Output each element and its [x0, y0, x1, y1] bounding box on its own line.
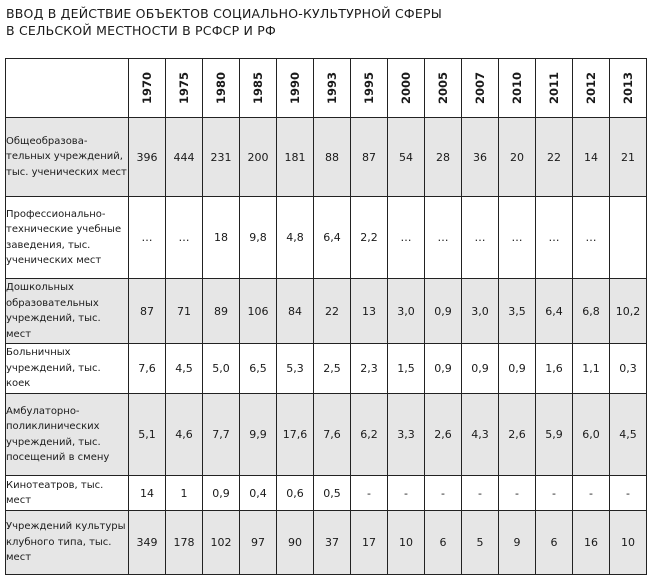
page-title — [6, 5, 646, 39]
table-cell: 1,1 — [573, 344, 610, 394]
table-cell: 0,9 — [462, 344, 499, 394]
year-header: 2013 — [610, 59, 647, 118]
table-cell: 444 — [166, 118, 203, 197]
table-cell: 4,8 — [277, 197, 314, 279]
table-cell: 178 — [166, 511, 203, 575]
table-row — [6, 279, 647, 344]
table-cell: 28 — [425, 118, 462, 197]
table-cell: 6,0 — [573, 394, 610, 476]
row-label: Общеобразова-тельных учреждений, тыс. ученических мест — [6, 118, 129, 197]
table-cell: - — [351, 476, 388, 511]
table-cell: 4,5 — [610, 394, 647, 476]
table-cell: 0,5 — [314, 476, 351, 511]
table-cell: 5,3 — [277, 344, 314, 394]
table-cell: … — [499, 197, 536, 279]
table-cell: 349 — [129, 511, 166, 575]
table-cell: 21 — [610, 118, 647, 197]
table-cell: 88 — [314, 118, 351, 197]
table-cell: 6 — [536, 511, 573, 575]
table-cell: 6,5 — [240, 344, 277, 394]
table-cell: 3,0 — [462, 279, 499, 344]
table-cell: 1 — [166, 476, 203, 511]
row-label: Профессионально-технические учебные заведения, тыс. ученических мест — [6, 197, 129, 279]
table-cell: 14 — [573, 118, 610, 197]
table-cell: 20 — [499, 118, 536, 197]
table-cell: 5,0 — [203, 344, 240, 394]
table-cell: 22 — [314, 279, 351, 344]
table-cell: … — [573, 197, 610, 279]
table-cell: 10 — [610, 511, 647, 575]
table-cell: 16 — [573, 511, 610, 575]
table-cell: 102 — [203, 511, 240, 575]
table-cell: 90 — [277, 511, 314, 575]
table-cell: 181 — [277, 118, 314, 197]
table-cell: 9 — [499, 511, 536, 575]
table-cell: 3,5 — [499, 279, 536, 344]
row-label: Дошкольных образовательных учреждений, тыс. мест — [6, 279, 129, 344]
table-cell: 2,2 — [351, 197, 388, 279]
table-cell: 14 — [129, 476, 166, 511]
title-line-2: В СЕЛЬСКОЙ МЕСТНОСТИ В РСФСР И РФ — [6, 23, 276, 38]
table-cell: 106 — [240, 279, 277, 344]
header-corner-cell — [6, 59, 129, 118]
table-cell: 17,6 — [277, 394, 314, 476]
table-cell: 0,3 — [610, 344, 647, 394]
table-cell: 1,6 — [536, 344, 573, 394]
table-cell: 97 — [240, 511, 277, 575]
year-header: 1970 — [129, 59, 166, 118]
table-cell: 3,3 — [388, 394, 425, 476]
table-cell: 6,2 — [351, 394, 388, 476]
table-cell: 18 — [203, 197, 240, 279]
table-cell: 2,6 — [499, 394, 536, 476]
table-cell: 37 — [314, 511, 351, 575]
table-cell: - — [573, 476, 610, 511]
table-cell: 89 — [203, 279, 240, 344]
table-cell: 231 — [203, 118, 240, 197]
table-cell: … — [166, 197, 203, 279]
table-row — [6, 344, 647, 394]
table-cell: 22 — [536, 118, 573, 197]
table-cell: 6 — [425, 511, 462, 575]
table-cell: 200 — [240, 118, 277, 197]
table-cell: 4,6 — [166, 394, 203, 476]
table-cell: 71 — [166, 279, 203, 344]
table-cell: - — [610, 476, 647, 511]
table-cell: 87 — [351, 118, 388, 197]
table-row — [6, 511, 647, 575]
table-cell: - — [462, 476, 499, 511]
table-cell: 0,4 — [240, 476, 277, 511]
table-cell: 54 — [388, 118, 425, 197]
table-row — [6, 197, 647, 279]
year-header: 2005 — [425, 59, 462, 118]
table-cell: 2,5 — [314, 344, 351, 394]
table-cell: 396 — [129, 118, 166, 197]
table-cell: 5 — [462, 511, 499, 575]
year-header: 1990 — [277, 59, 314, 118]
table-cell: 10 — [388, 511, 425, 575]
table-cell — [610, 197, 647, 279]
year-header: 1985 — [240, 59, 277, 118]
year-header: 2007 — [462, 59, 499, 118]
table-cell: 5,1 — [129, 394, 166, 476]
table-cell: 36 — [462, 118, 499, 197]
table-cell: … — [129, 197, 166, 279]
table-cell: - — [499, 476, 536, 511]
table-cell: 13 — [351, 279, 388, 344]
table-row — [6, 476, 647, 511]
table-cell: - — [388, 476, 425, 511]
year-header: 2000 — [388, 59, 425, 118]
table-cell: 7,6 — [129, 344, 166, 394]
table-cell: 6,8 — [573, 279, 610, 344]
table-cell: - — [425, 476, 462, 511]
year-header: 1993 — [314, 59, 351, 118]
table-cell: 87 — [129, 279, 166, 344]
table-row — [6, 394, 647, 476]
data-table — [5, 58, 647, 575]
title-line-1: ВВОД В ДЕЙСТВИЕ ОБЪЕКТОВ СОЦИАЛЬНО-КУЛЬТУРНОЙ СФЕРЫ — [6, 6, 442, 21]
table-row — [6, 118, 647, 197]
table-cell: … — [462, 197, 499, 279]
year-header: 1975 — [166, 59, 203, 118]
table-cell: 0,9 — [425, 279, 462, 344]
row-label: Больничных учреждений, тыс. коек — [6, 344, 129, 394]
year-header: 2010 — [499, 59, 536, 118]
table-cell: 2,6 — [425, 394, 462, 476]
table-cell: 9,8 — [240, 197, 277, 279]
table-cell: 0,6 — [277, 476, 314, 511]
row-label: Амбулаторно-поликлинических учреждений, тыс. посещений в смену — [6, 394, 129, 476]
table-cell: 0,9 — [203, 476, 240, 511]
row-label: Кинотеатров, тыс. мест — [6, 476, 129, 511]
table-cell: 6,4 — [536, 279, 573, 344]
table-cell: 7,6 — [314, 394, 351, 476]
year-header: 1980 — [203, 59, 240, 118]
table-cell: 10,2 — [610, 279, 647, 344]
table-cell: 3,0 — [388, 279, 425, 344]
header-row — [6, 59, 647, 118]
table-cell: 2,3 — [351, 344, 388, 394]
table-cell: - — [536, 476, 573, 511]
table-cell: 9,9 — [240, 394, 277, 476]
table-cell: 17 — [351, 511, 388, 575]
table-cell: 4,3 — [462, 394, 499, 476]
table-cell: 4,5 — [166, 344, 203, 394]
year-header: 2011 — [536, 59, 573, 118]
table-cell: … — [425, 197, 462, 279]
year-header: 1995 — [351, 59, 388, 118]
table-cell: 5,9 — [536, 394, 573, 476]
table-cell: 7,7 — [203, 394, 240, 476]
table-cell: … — [388, 197, 425, 279]
table-cell: 0,9 — [499, 344, 536, 394]
table-cell: 0,9 — [425, 344, 462, 394]
table-cell: 1,5 — [388, 344, 425, 394]
year-header: 2012 — [573, 59, 610, 118]
row-label: Учреждений культуры клубного типа, тыс. мест — [6, 511, 129, 575]
table-cell: 84 — [277, 279, 314, 344]
table-cell: … — [536, 197, 573, 279]
table-cell: 6,4 — [314, 197, 351, 279]
